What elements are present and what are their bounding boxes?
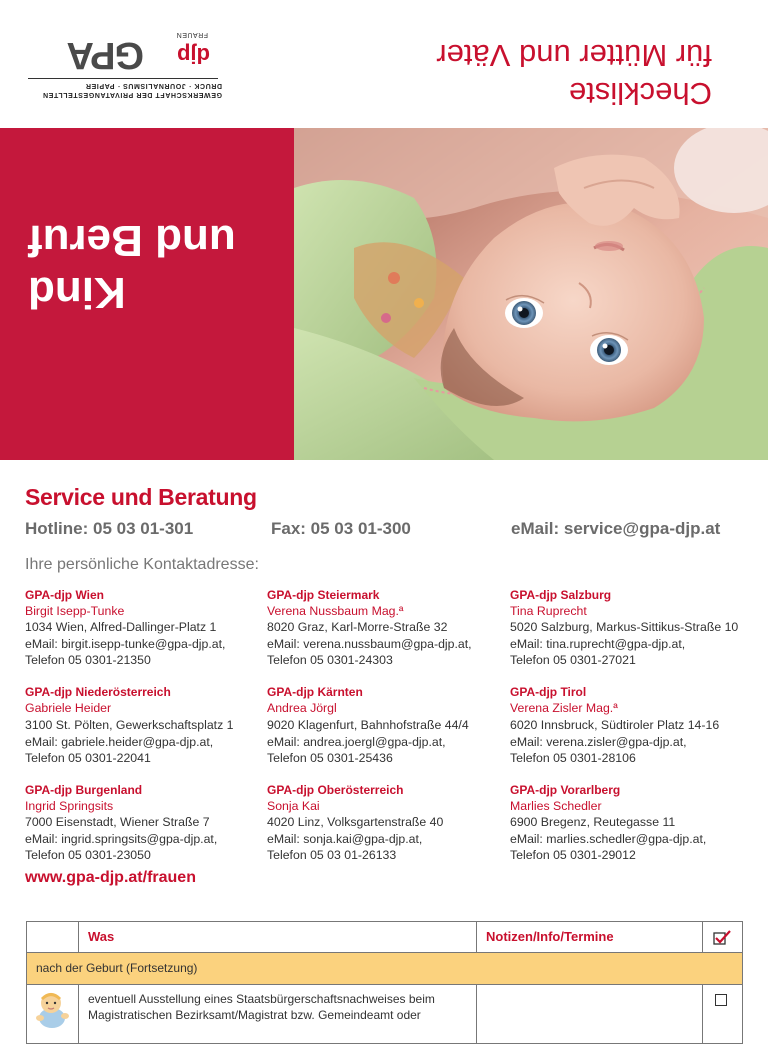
hero-red-panel	[0, 128, 294, 460]
office-address: 3100 St. Pölten, Gewerkschaftsplatz 1	[25, 718, 234, 733]
office-contact-person: Tina Ruprecht	[510, 604, 587, 619]
office-name: GPA-djp Wien	[25, 588, 104, 602]
office-phone: Telefon 05 0301-23050	[25, 847, 151, 862]
office-email[interactable]: eMail: marlies.schedler@gpa-djp.at,	[510, 831, 707, 846]
office-email[interactable]: eMail: verena.zisler@gpa-djp.at,	[510, 734, 687, 749]
office-niederoesterreich	[25, 684, 265, 766]
office-email[interactable]: eMail: sonja.kai@gpa-djp.at,	[267, 831, 423, 846]
website-link[interactable]: www.gpa-djp.at/frauen	[25, 869, 196, 886]
column-header-was: Was	[78, 921, 477, 953]
office-address: 6900 Bregenz, Reutegasse 11	[510, 815, 676, 830]
office-contact-person: Ingrid Springsits	[25, 799, 114, 814]
office-email[interactable]: eMail: tina.ruprecht@gpa-djp.at,	[510, 636, 686, 651]
office-phone: Telefon 05 0301-22041	[25, 750, 151, 765]
logo-djp-word: djp	[177, 43, 210, 68]
checklist-checkbox[interactable]	[715, 994, 727, 1006]
office-email[interactable]: eMail: andrea.joergl@gpa-djp.at,	[267, 734, 446, 749]
office-wien	[25, 587, 265, 668]
office-phone: Telefon 05 0301-29012	[510, 847, 636, 862]
logo-divider	[28, 78, 218, 79]
fax-text: Fax: 05 03 01-300	[271, 519, 411, 538]
office-steiermark	[267, 587, 507, 668]
office-oberoesterreich	[267, 782, 507, 863]
office-kaernten	[267, 684, 507, 766]
office-contact-person: Marlies Schedler	[510, 799, 602, 814]
row-icon-cell	[26, 984, 79, 1044]
logo-subtitle	[26, 81, 222, 98]
office-contact-person: Verena Zisler Mag.ª	[510, 701, 618, 716]
logo-gpa-word: GPA	[67, 34, 144, 76]
checklist-table	[26, 921, 743, 1031]
office-contact-person: Birgit Isepp-Tunke	[25, 604, 125, 619]
checklist-check-cell	[702, 984, 743, 1044]
office-name: GPA-djp Salzburg	[510, 588, 612, 602]
office-address: 1034 Wien, Alfred-Dallinger-Platz 1	[25, 620, 217, 635]
office-contact-person: Gabriele Heider	[25, 701, 112, 716]
office-name: GPA-djp Burgenland	[25, 783, 143, 797]
office-burgenland	[25, 782, 265, 863]
office-salzburg	[510, 587, 750, 668]
baby-photo	[294, 128, 768, 460]
office-contact-person: Sonja Kai	[267, 799, 320, 814]
hero-title	[28, 214, 268, 318]
page-title-line2: für Mütter und Väter	[436, 38, 712, 73]
checklist-item-text	[78, 984, 477, 1044]
office-contact-person: Andrea Jörgl	[267, 701, 337, 716]
office-email[interactable]: eMail: verena.nussbaum@gpa-djp.at,	[267, 636, 472, 651]
page-title	[382, 36, 712, 112]
hero-title-line2: und Beruf	[28, 216, 236, 265]
gpa-djp-logo	[22, 18, 222, 98]
office-tirol	[510, 684, 750, 766]
office-email[interactable]: eMail: ingrid.springsits@gpa-djp.at,	[25, 831, 218, 846]
column-header-check	[702, 921, 743, 953]
office-vorarlberg	[510, 782, 750, 863]
office-email[interactable]: eMail: birgit.isepp-tunke@gpa-djp.at,	[25, 636, 226, 651]
office-address: 4020 Linz, Volksgartenstraße 40	[267, 815, 444, 830]
office-phone: Telefon 05 0301-21350	[25, 652, 151, 667]
column-header-notes: Notizen/Info/Termine	[476, 921, 703, 953]
service-email-text: eMail: service@gpa-djp.at	[511, 519, 721, 538]
page-title-line1: Checkliste	[569, 76, 712, 111]
logo-subtitle-line1: GEWERKSCHAFT DER PRIVATANGESTELLTEN	[42, 91, 222, 98]
office-address: 9020 Klagenfurt, Bahnhofstraße 44/4	[267, 718, 469, 733]
hero-title-line1: Kind	[28, 268, 126, 317]
hotline-text: Hotline: 05 03 01-301	[25, 519, 194, 538]
checklist-item-line1: eventuell Ausstellung eines Staatsbürgerschaftsnachweises beim	[88, 992, 435, 1006]
service-heading: Service und Beratung	[25, 484, 257, 510]
office-phone: Telefon 05 0301-27021	[510, 652, 636, 667]
logo-frauen-word: FRAUEN	[176, 31, 208, 38]
office-name: GPA-djp Kärnten	[267, 685, 363, 699]
office-contact-person: Verena Nussbaum Mag.ª	[267, 604, 404, 619]
header-upside-down	[0, 0, 768, 128]
office-phone: Telefon 05 0301-24303	[267, 652, 393, 667]
office-address: 7000 Eisenstadt, Wiener Straße 7	[25, 815, 210, 830]
office-phone: Telefon 05 0301-28106	[510, 750, 636, 765]
logo-subtitle-line2: DRUCK · JOURNALISMUS · PAPIER	[85, 82, 222, 90]
checkmark-box-icon	[713, 930, 733, 946]
checklist-item-line2: Magistratischen Bezirksamt/Magistrat bzw. Gemeindeamt oder	[88, 1008, 421, 1022]
office-phone: Telefon 05 0301-25436	[267, 750, 393, 765]
office-name: GPA-djp Niederösterreich	[25, 685, 171, 699]
checklist-notes-cell[interactable]	[476, 984, 703, 1044]
office-name: GPA-djp Tirol	[510, 685, 587, 699]
office-name: GPA-djp Steiermark	[267, 588, 380, 602]
office-name: GPA-djp Vorarlberg	[510, 783, 621, 797]
section-row: nach der Geburt (Fortsetzung)	[26, 952, 743, 985]
office-address: 5020 Salzburg, Markus-Sittikus-Straße 10	[510, 620, 739, 635]
header-icon-cell	[26, 921, 79, 953]
contact-intro: Ihre persönliche Kontaktadresse:	[25, 556, 259, 573]
office-name: GPA-djp Oberösterreich	[267, 783, 404, 797]
office-email[interactable]: eMail: gabriele.heider@gpa-djp.at,	[25, 734, 214, 749]
baby-photo-illustration	[294, 128, 768, 460]
office-address: 8020 Graz, Karl-Morre-Straße 32	[267, 620, 448, 635]
office-phone: Telefon 05 03 01-26133	[267, 847, 397, 862]
office-address: 6020 Innsbruck, Südtiroler Platz 14-16	[510, 718, 720, 733]
